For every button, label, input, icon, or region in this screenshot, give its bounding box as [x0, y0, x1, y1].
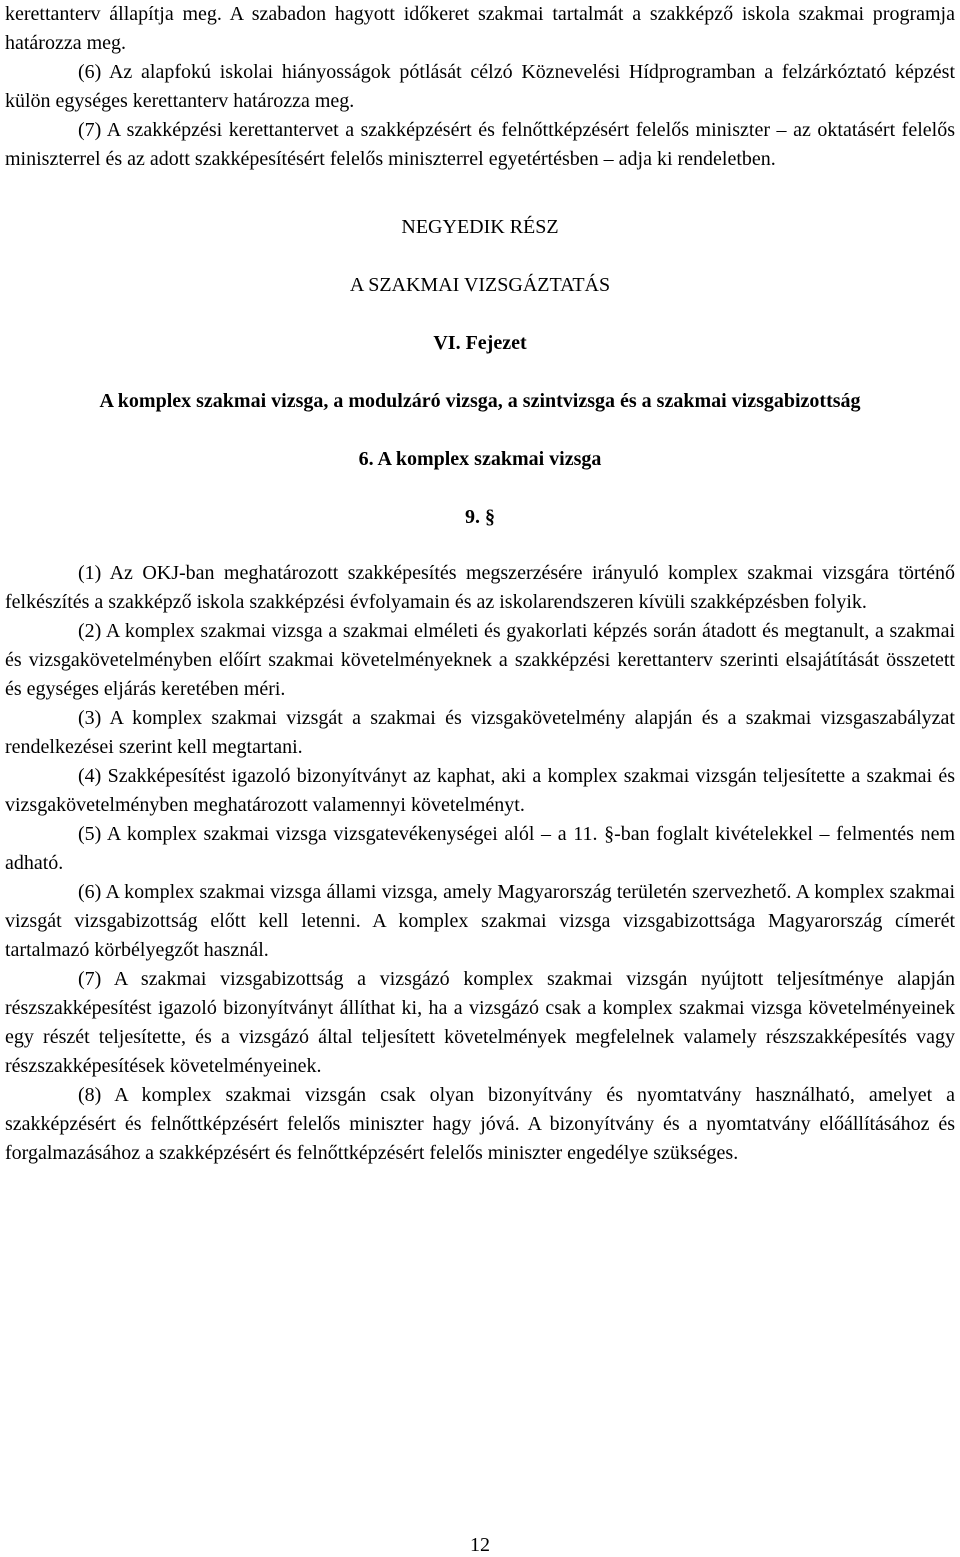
- section-paragraph-3: (3) A komplex szakmai vizsgát a szakmai és vizsgakövetelmény alapján és a szakmai vizsgaszabályzat rendelkezései szerint kell megtartani.: [5, 707, 955, 758]
- section-paragraph-1: (1) Az OKJ-ban meghatározott szakképesítés megszerzésére irányuló komplex szakmai vizsgára történő felkészítés a szakképző iskola szakképzési évfolyamain és az iskolarendszeren kívüli szakképzésben folyik.: [5, 562, 955, 613]
- section-paragraph-2: (2) A komplex szakmai vizsga a szakmai elméleti és gyakorlati képzés során átadott és megtanult, a szakmai és vizsgakövetelményben előírt szakmai követelményeknek a szakképzési kerettanterv szerinti elsajátítását összetett és egységes eljárás keretében méri.: [5, 620, 955, 700]
- section-paragraph-6: (6) A komplex szakmai vizsga állami vizsga, amely Magyarország területén szervezhető. A komplex szakmai vizsgát vizsgabizottság előtt kell letenni. A komplex szakmai vizsga vizsgabizottsága Magyarország címerét tartalmazó körbélyegzőt használ.: [5, 881, 955, 961]
- continued-paragraph: kerettanterv állapítja meg. A szabadon hagyott időkeret szakmai tartalmát a szakképző iskola szakmai programja határozza meg.: [5, 3, 955, 54]
- section-title: 6. A komplex szakmai vizsga: [358, 448, 602, 470]
- page-number: 12: [470, 1534, 490, 1556]
- section-paragraph-8: (8) A komplex szakmai vizsgán csak olyan bizonyítvány és nyomtatvány használható, amelyet a szakképzésért és felnőttképzésért felelős miniszter hagy jóvá. A bizonyítvány és a nyomtatvány előállításához és forgalmazásához a szakképzésért és felnőttképzésért felelős miniszter engedélye szükséges.: [5, 1084, 955, 1164]
- part-title: NEGYEDIK RÉSZ: [401, 216, 559, 238]
- part-subtitle: A SZAKMAI VIZSGÁZTATÁS: [349, 274, 611, 296]
- section-paragraph-4: (4) Szakképesítést igazoló bizonyítványt az kaphat, aki a komplex szakmai vizsgán teljesítette a szakmai és vizsgakövetelményben meghatározott valamennyi követelményt.: [5, 765, 955, 816]
- paragraph-7: (7) A szakképzési kerettantervet a szakképzésért és felnőttképzésért felelős miniszter – az oktatásért felelős miniszterrel és az adott szakképesítésért felelős miniszterrel egyetértésben – adja ki rendeletben.: [5, 119, 955, 170]
- chapter-subtitle: A komplex szakmai vizsga, a modulzáró vizsga, a szintvizsga és a szakmai vizsgabizottság: [99, 390, 861, 412]
- paragraph-6: (6) Az alapfokú iskolai hiányosságok pótlását célzó Köznevelési Hídprogramban a felzárkóztató képzést külön egységes kerettanterv határozza meg.: [5, 61, 955, 112]
- paragraph-mark: 9. §: [465, 506, 495, 528]
- section-paragraph-7: (7) A szakmai vizsgabizottság a vizsgázó komplex szakmai vizsgán nyújtott teljesítménye alapján részszakképesítést igazoló bizonyítványt állíthat ki, ha a vizsgázó csak a komplex szakmai vizsga követelményeinek egy részét teljesítette, és a vizsgázó által teljesített követelmények megfelelnek valamely részszakképesítés vagy részszakképesítések követelményeinek.: [5, 968, 955, 1077]
- document-page: [5, 0, 955, 1168]
- section-paragraph-5: (5) A komplex szakmai vizsga vizsgatevékenységei alól – a 11. §-ban foglalt kivételekkel – felmentés nem adható.: [5, 823, 955, 874]
- chapter-title: VI. Fejezet: [433, 332, 527, 354]
